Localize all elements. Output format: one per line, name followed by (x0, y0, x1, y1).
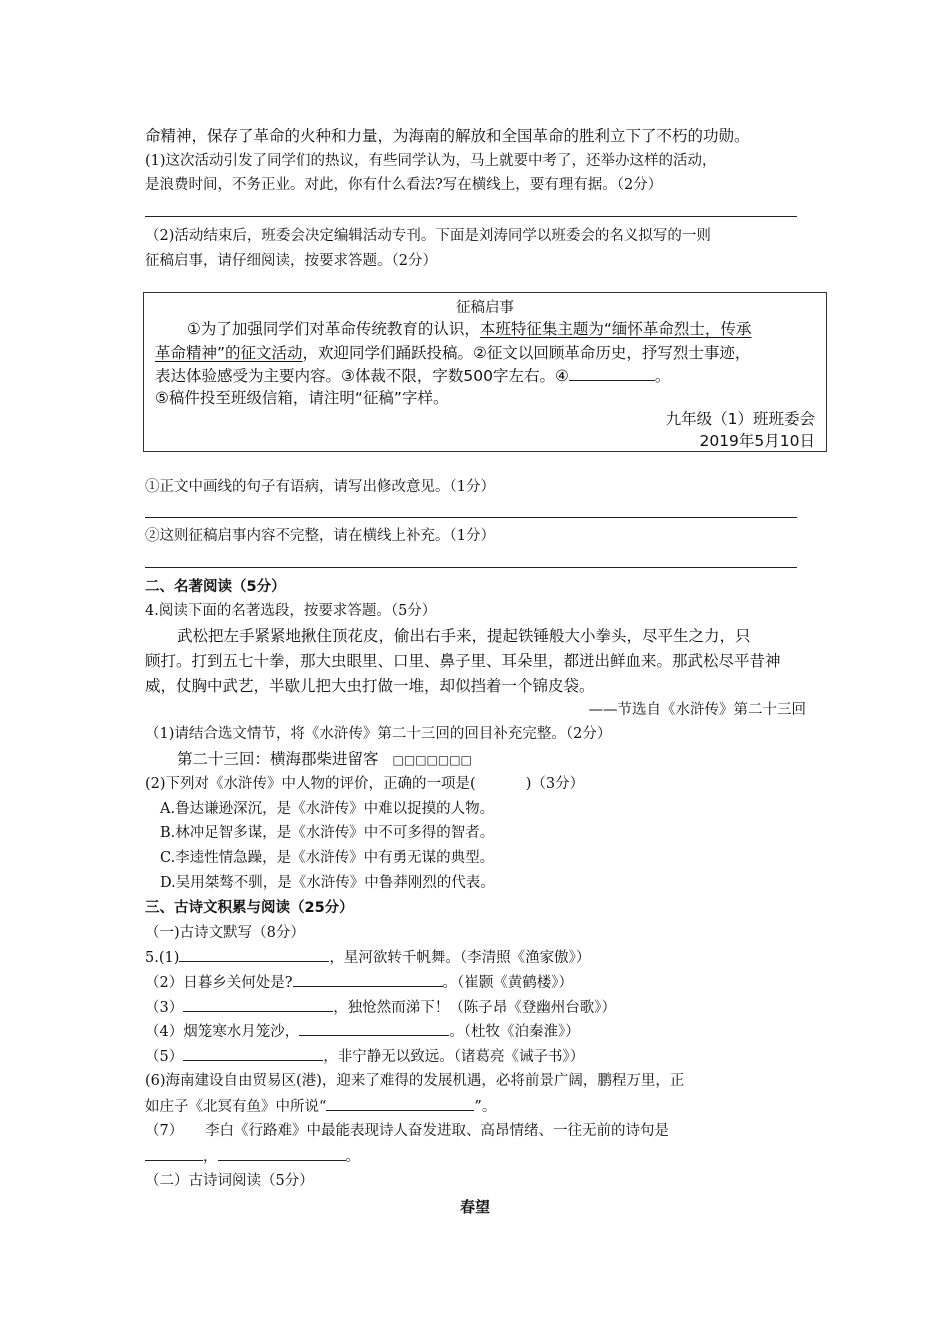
subsection-1: （一)古诗文默写（8分） (145, 925, 305, 941)
passage-line-2: 顾打。打到五七十拳，那大虫眼里、口里、鼻子里、耳朵里，都迸出鲜血来。那武松尽平昔神 (145, 652, 781, 670)
underlined-sentence: 本班特征集主题为“缅怀革命烈士，传承 (479, 320, 752, 338)
sub-question-2: ②这则征稿启事内容不完整，请在横线上补充。（1分） (145, 528, 495, 544)
section-3-heading: 三、古诗文积累与阅读（25分） (145, 900, 354, 916)
question-2: （2)活动结束后，班委会决定编辑活动专刊。下面是刘涛同学以班委会的名义拟写的一则 (145, 228, 711, 244)
question-5-7: （7） 李白《行路难》中最能表现诗人奋发进取、高昂情绪、一往无前的诗句是 (145, 1123, 669, 1139)
question-5-3: （3） ，独怆然而涕下！（陈子昂《登幽州台歌》） (145, 996, 616, 1019)
option-a[interactable]: A.鲁达谦逊深沉，是《水浒传》中难以捉摸的人物。 (160, 801, 495, 817)
answer-line[interactable] (145, 517, 797, 518)
notice-signer: 九年级（1）班班委会 (665, 410, 815, 428)
fill-blank[interactable] (183, 1045, 323, 1061)
notice-line-3: 表达体验感受为主要内容。③体裁不限，字数500字左右。④ 。 (155, 367, 671, 385)
subsection-2: （二）古诗词阅读（5分） (145, 1173, 314, 1189)
question-5-2: （2）日暮乡关何处是? 。（崔颢《黄鹤楼》） (145, 971, 573, 994)
question-5-5: （5） ，非宁静无以致远。（诸葛亮《诫子书》） (145, 1045, 584, 1068)
underlined-sentence: 革命精神”的征文活动 (155, 344, 303, 362)
sub-question-1: ①正文中画线的句子有语病，请写出修改意见。（1分） (145, 479, 495, 495)
passage-line-3: 威，仗胸中武艺，半歇儿把大虫打做一堆，却似挡着一个锦皮袋。 (145, 677, 595, 695)
option-b[interactable]: B.林冲足智多谋，是《水浒传》中不可多得的智者。 (160, 825, 495, 841)
question-1: (1)这次活动引发了同学们的热议，有些同学认为，马上就要中考了，还举办这样的活动， (145, 153, 717, 169)
notice-title: 征稿启事 (456, 300, 514, 316)
chapter-title: 第二十三回：横海郡柴进留客 □□□□□□□ (177, 750, 472, 768)
notice-date: 2019年5月10日 (699, 432, 815, 450)
fill-blank[interactable] (179, 946, 329, 962)
question-5-6-cont: 如庄子《北冥有鱼》中所说“ ”。 (145, 1095, 496, 1118)
text-line: 命精神，保存了革命的火种和力量，为海南的解放和全国革命的胜利立下了不朽的功勋。 (145, 127, 750, 145)
question-4-2: (2)下列对《水浒传》中人物的评价，正确的一项是( )（3分） (145, 776, 585, 792)
question-5-6: (6)海南建设自由贸易区(港)，迎来了难得的发展机遇，必将前景广阔，鹏程万里，正 (145, 1073, 685, 1089)
answer-line[interactable] (145, 216, 797, 217)
answer-line[interactable] (145, 567, 797, 568)
fill-blank[interactable] (293, 971, 443, 987)
notice-blank[interactable] (569, 365, 655, 381)
fill-blank[interactable] (326, 1095, 474, 1111)
passage-source: ——节选自《水浒传》第二十三回 (588, 702, 806, 718)
notice-line-2: 革命精神”的征文活动，欢迎同学们踊跃投稿。②征文以回顾革命历史，抒写烈士事迹， (155, 344, 751, 362)
poem-title: 春望 (459, 1198, 490, 1216)
question-4-1: （1)请结合选文情节，将《水浒传》第二十三回的回目补充完整。（2分） (145, 726, 612, 742)
question-5-1: 5.(1) ，星河欲转千帆舞。（李清照《渔家傲》） (145, 946, 590, 969)
question-2-cont: 征稿启事，请仔细阅读，按要求答题。（2分） (145, 253, 437, 269)
question-5-7-cont: ， 。 (145, 1145, 360, 1168)
question-5-4: （4）烟笼寒水月笼沙， 。（杜牧《泊秦淮》） (145, 1020, 580, 1043)
section-2-heading: 二、名著阅读（5分） (145, 579, 286, 595)
fill-blank[interactable] (299, 1020, 449, 1036)
notice-line-1: ①为了加强同学们对革命传统教育的认识，本班特征集主题为“缅怀革命烈士，传承 (187, 320, 752, 338)
fill-blank[interactable] (145, 1145, 203, 1161)
fill-blank[interactable] (183, 996, 333, 1012)
passage-line-1: 武松把左手紧紧地揪住顶花皮，偷出右手来，提起铁锤般大小拳头，尽平生之力，只 (177, 627, 751, 645)
question-4: 4.阅读下面的名著选段，按要求答题。（5分） (145, 603, 437, 619)
answer-boxes[interactable]: □□□□□□□ (392, 753, 472, 767)
question-1-cont: 是浪费时间，不务正业。对此，你有什么看法?写在横线上，要有理有据。（2分） (145, 177, 663, 193)
notice-line-4: ⑤稿件投至班级信箱，请注明“征稿”字样。 (155, 389, 449, 407)
option-c[interactable]: C.李逵性情急躁，是《水浒传》中有勇无谋的典型。 (160, 850, 495, 866)
option-d[interactable]: D.吴用桀骜不驯，是《水浒传》中鲁莽刚烈的代表。 (160, 875, 495, 891)
fill-blank[interactable] (218, 1145, 346, 1161)
